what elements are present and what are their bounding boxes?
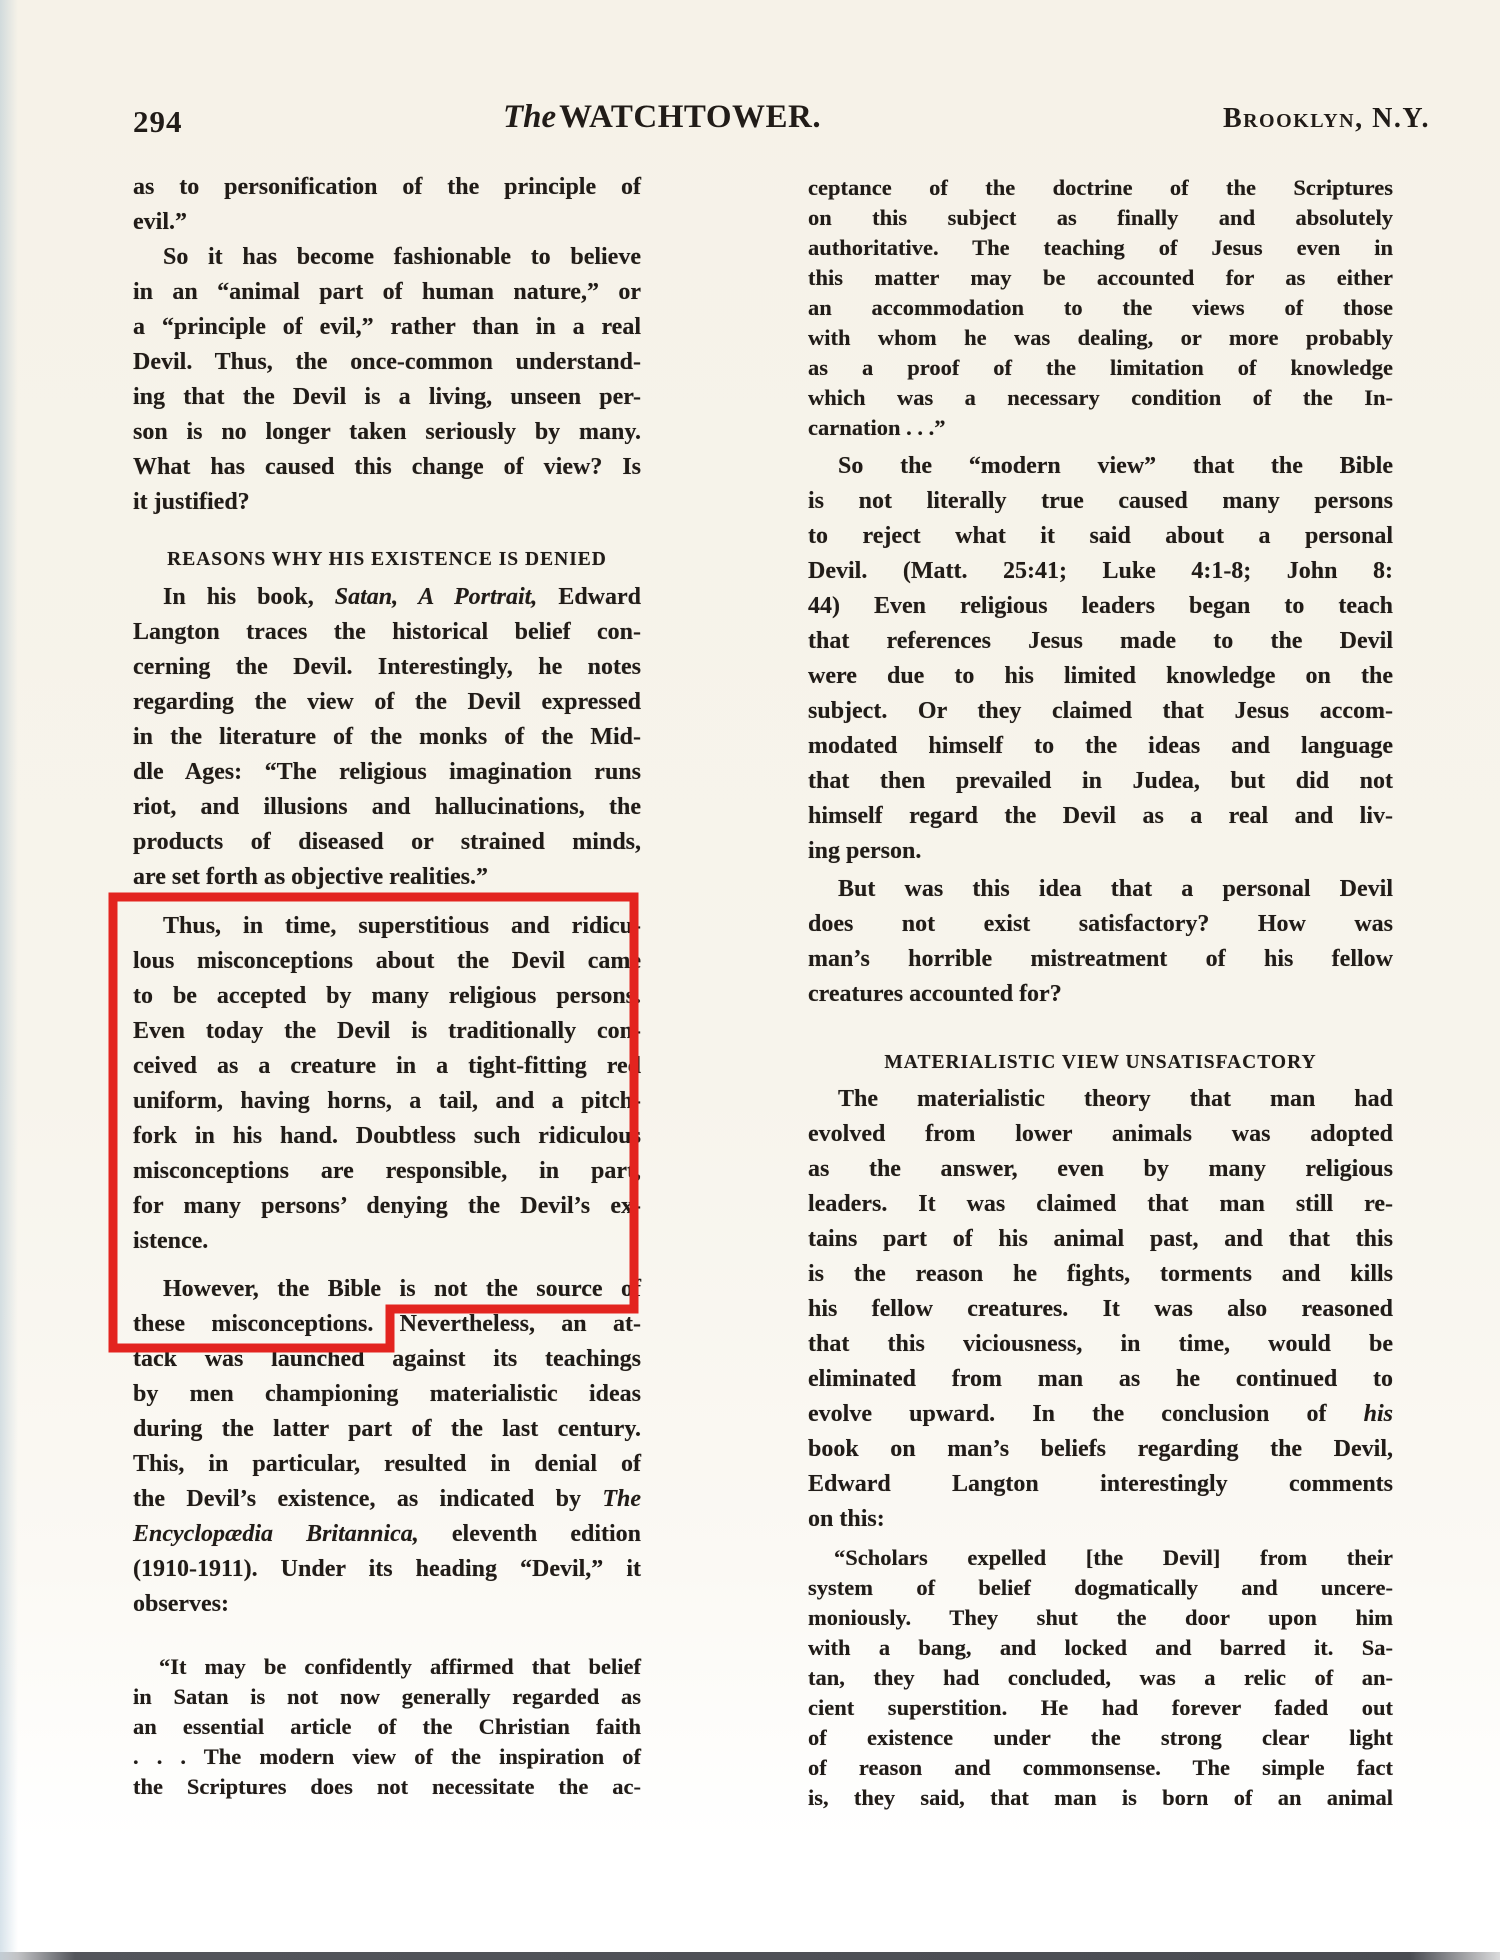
text-line: on this: [808,1506,885,1532]
text-line: modated himself to the ideas and language [808,733,1393,759]
text-line: moniously. They shut the door upon him [808,1605,1393,1630]
paragraph [133,909,641,1259]
paragraph [808,1082,1393,1537]
text-line: riot, and illusions and hallucinations, the [133,794,641,820]
masthead-title: WATCHTOWER. [559,99,822,135]
text-line: ing that the Devil is a living, unseen per- [133,384,641,410]
text-line: fork in his hand. Doubtless such ridiculous [133,1123,641,1149]
block-quote [808,1543,1393,1813]
text-line: system of belief dogmatically and uncere- [808,1575,1393,1600]
text-line: observes: [133,1591,229,1617]
text-line: authoritative. The teaching of Jesus even in [808,235,1393,260]
text-line: this matter may be accounted for as either [808,265,1393,290]
text-line: son is no longer taken seriously by many. [133,419,641,445]
text-line: does not exist satisfactory? How was [808,911,1393,937]
text-line: is, they said, that man is born of an animal [808,1785,1393,1810]
location: Brooklyn, N.Y. [1222,103,1430,134]
text-line: misconceptions are responsible, in part, [133,1158,641,1184]
text-line: Devil. (Matt. 25:41; Luke 4:1-8; John 8: [808,558,1393,584]
masthead [503,99,821,136]
text-line: in Satan is not now generally regarded as [133,1684,641,1709]
text-line: Encyclopædia Britannica, eleventh edition [133,1521,641,1547]
text-line: it justified? [133,489,250,515]
paragraph [133,1272,641,1622]
text-line: a “principle of evil,” rather than in a real [133,314,641,340]
text-line: the Devil’s existence, as indicated by The [133,1486,641,1512]
text-line: as to personification of the principle of [133,174,641,200]
paragraph [133,170,641,240]
text-line: during the latter part of the last century. [133,1416,641,1442]
paragraph [133,580,641,895]
text-line: evolve upward. In the conclusion of his [808,1401,1393,1427]
text-line: these misconceptions. Nevertheless, an at- [133,1311,641,1337]
text-line: as a proof of the limitation of knowledge [808,355,1393,380]
paragraph [808,872,1393,1012]
text-line: himself regard the Devil as a real and liv- [808,803,1393,829]
text-line: “It may be confidently affirmed that belief [159,1654,641,1679]
section-heading: MATERIALISTIC VIEW UNSATISFACTORY [884,1052,1317,1073]
text-line: (1910-1911). Under its heading “Devil,” it [133,1556,641,1582]
text-line: of reason and commonsense. The simple fact [808,1755,1393,1780]
scan-edge [0,0,18,1960]
text-line: in the literature of the monks of the Mid- [133,724,641,750]
text-line: that references Jesus made to the Devil [808,628,1393,654]
text-line: an essential article of the Christian faith [133,1714,641,1739]
text-line: What has caused this change of view? Is [133,454,641,480]
text-line: regarding the view of the Devil expressed [133,689,641,715]
text-line: which was a necessary condition of the In- [808,385,1393,410]
text-line: eliminated from man as he continued to [808,1366,1393,1392]
text-line: that this viciousness, in time, would be [808,1331,1393,1357]
text-line: to be accepted by many religious persons. [133,983,641,1009]
text-line: . . . The modern view of the inspiration of [133,1744,641,1769]
text-line: that then prevailed in Judea, but did not [808,768,1393,794]
paragraph [133,240,641,520]
text-line: “Scholars expelled [the Devil] from their [834,1545,1393,1570]
text-line: Even today the Devil is traditionally con- [133,1018,641,1044]
text-line: tains part of his animal past, and that this [808,1226,1393,1252]
text-line: on this subject as finally and absolutely [808,205,1393,230]
text-line: products of diseased or strained minds, [133,829,641,855]
text-line: were due to his limited knowledge on the [808,663,1393,689]
text-line: The materialistic theory that man had [838,1086,1393,1112]
text-line: 44) Even religious leaders began to teach [808,593,1393,619]
text-line: is the reason he fights, torments and kills [808,1261,1393,1287]
text-line: his fellow creatures. It was also reasoned [808,1296,1393,1322]
text-line: So the “modern view” that the Bible [838,453,1393,479]
text-line: istence. [133,1228,209,1254]
text-line: In his book, Satan, A Portrait, Edward [163,584,642,610]
text-line: the Scriptures does not necessitate the ac- [133,1774,641,1799]
text-line: evolved from lower animals was adopted [808,1121,1393,1147]
text-line: But was this idea that a personal Devil [838,876,1393,902]
text-line: with whom he was dealing, or more probably [808,325,1393,350]
masthead-the: The [503,99,557,135]
page-number: 294 [133,104,183,139]
text-line: leaders. It was claimed that man still re- [808,1191,1393,1217]
text-line: This, in particular, resulted in denial of [133,1451,641,1477]
text-line: carnation . . .” [808,415,946,440]
block-quote [133,1652,641,1802]
text-line: ceived as a creature in a tight-fitting red [133,1053,641,1079]
text-line: with a bang, and locked and barred it. Sa- [808,1635,1393,1660]
text-line: by men championing materialistic ideas [133,1381,641,1407]
text-line: Edward Langton interestingly comments [808,1471,1393,1497]
text-line: cerning the Devil. Interestingly, he notes [133,654,641,680]
section-heading: REASONS WHY HIS EXISTENCE IS DENIED [167,549,607,570]
text-line: ing person. [808,838,922,864]
text-line: So it has become fashionable to believe [163,244,641,270]
text-line: uniform, having horns, a tail, and a pitch- [133,1088,641,1114]
text-line: an accommodation to the views of those [808,295,1393,320]
paragraph [808,449,1393,869]
text-line: cient superstition. He had forever faded out [808,1695,1393,1720]
text-line: ceptance of the doctrine of the Scriptures [808,175,1393,200]
left-column [133,170,641,1802]
text-line: of existence under the strong clear light [808,1725,1393,1750]
text-line: is not literally true caused many persons [808,488,1393,514]
text-line: dle Ages: “The religious imagination runs [133,759,641,785]
text-line: to reject what it said about a personal [808,523,1393,549]
text-line: book on man’s beliefs regarding the Devil, [808,1436,1393,1462]
right-column [808,173,1393,1813]
text-line: in an “animal part of human nature,” or [133,279,641,305]
text-line: However, the Bible is not the source of [163,1276,641,1302]
text-line: tack was launched against its teachings [133,1346,641,1372]
text-line: as the answer, even by many religious [808,1156,1393,1182]
text-line: Thus, in time, superstitious and ridicu- [163,913,641,939]
bottom-scan-bar [0,1952,1500,1960]
text-line: Langton traces the historical belief con- [133,619,641,645]
block-quote [808,173,1393,443]
text-line: evil.” [133,209,187,235]
text-line: are set forth as objective realities.” [133,864,488,890]
text-line: for many persons’ denying the Devil’s ex- [133,1193,641,1219]
text-line: creatures accounted for? [808,981,1062,1007]
text-line: tan, they had concluded, was a relic of an- [808,1665,1393,1690]
text-line: Devil. Thus, the once-common understand- [133,349,641,375]
text-line: lous misconceptions about the Devil came [133,948,641,974]
text-line: subject. Or they claimed that Jesus accom- [808,698,1393,724]
text-line: man’s horrible mistreatment of his fellow [808,946,1393,972]
